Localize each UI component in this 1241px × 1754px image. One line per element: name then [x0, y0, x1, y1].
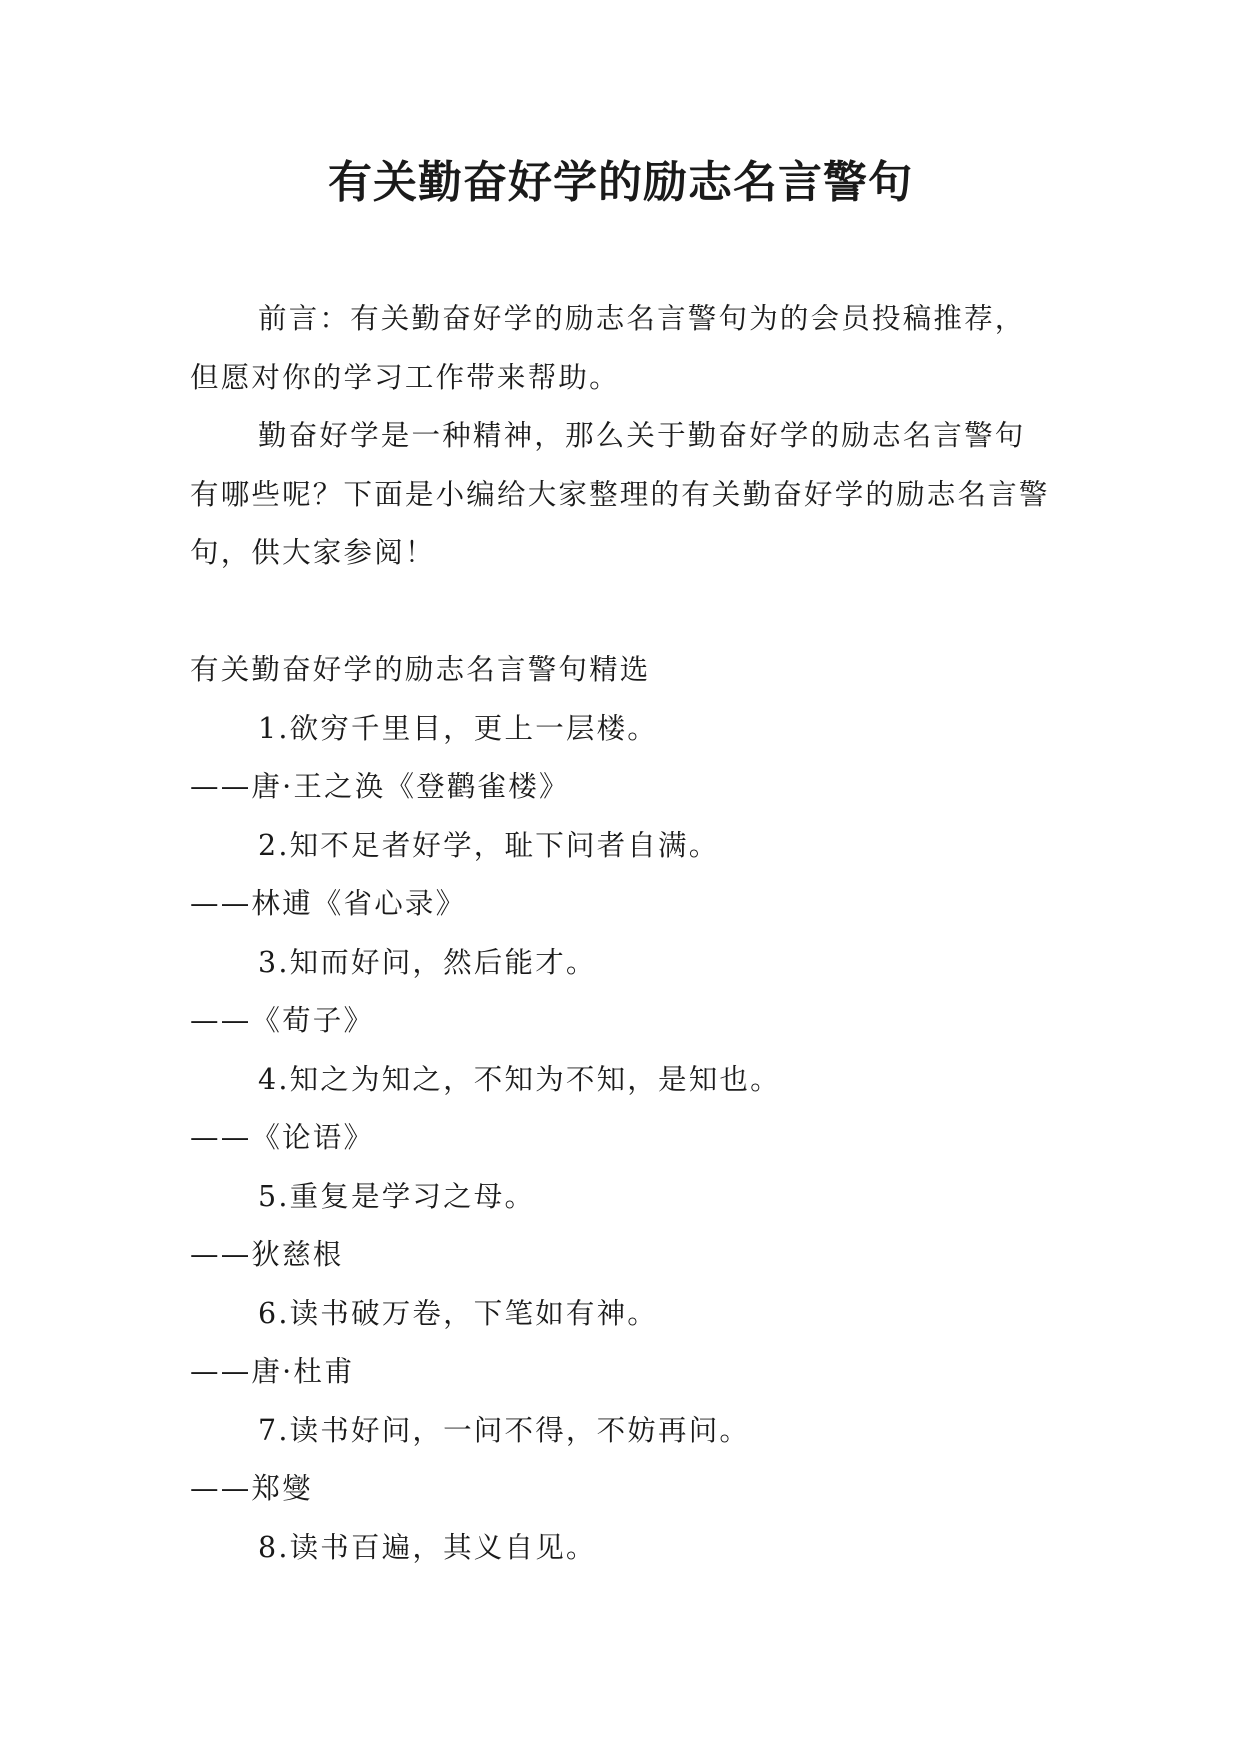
quote-text: 1.欲穷千里目，更上一层楼。: [258, 711, 658, 745]
quote-source: ——林逋《省心录》: [190, 887, 467, 920]
document-body: [190, 290, 1052, 1577]
intro-paragraph: 前言：有关勤奋好学的励志名言警句为的会员投稿推荐，但愿对你的学习工作带来帮助。: [190, 302, 1026, 394]
quote-source: ——《荀子》: [190, 1004, 375, 1037]
quote-text: 7.读书好问，一问不得，不妨再问。: [258, 1413, 751, 1447]
paragraph-spacer: [190, 583, 1052, 642]
quote-text: 6.读书破万卷，下笔如有神。: [258, 1296, 658, 1330]
quote-source: ——唐·杜甫: [190, 1355, 355, 1388]
quote-source: ——狄慈根: [190, 1238, 344, 1271]
quote-source: ——唐·王之涣《登鹳雀楼》: [190, 770, 570, 803]
quote-text: 3.知而好问，然后能才。: [258, 945, 597, 979]
quote-source: ——《论语》: [190, 1121, 375, 1154]
intro-paragraph: 勤奋好学是一种精神，那么关于勤奋好学的励志名言警句有哪些呢？下面是小编给大家整理的有关勤奋好学的励志名言警句，供大家参阅！: [190, 419, 1050, 569]
quote-text: 2.知不足者好学，耻下问者自满。: [258, 828, 720, 862]
quote-source: ——郑燮: [190, 1472, 313, 1505]
document-title: 有关勤奋好学的励志名言警句: [328, 157, 913, 208]
quote-text: 4.知之为知之，不知为不知，是知也。: [258, 1062, 781, 1096]
quote-text: 8.读书百遍，其义自见。: [258, 1530, 597, 1564]
quote-text: 5.重复是学习之母。: [258, 1179, 536, 1213]
section-heading: 有关勤奋好学的励志名言警句精选: [190, 653, 651, 686]
